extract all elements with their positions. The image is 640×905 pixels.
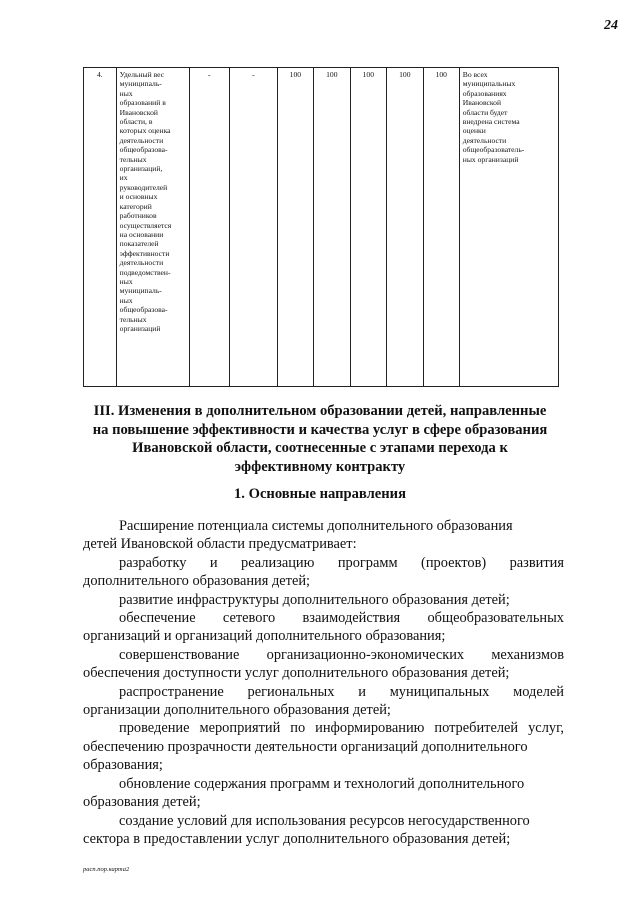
description-line: подведомствен- (119, 267, 171, 277)
description-line: осуществляется (119, 220, 172, 230)
word: взаимодействия (302, 610, 401, 627)
value-cell: 100 (423, 68, 459, 387)
word: общеобразовательных (427, 610, 564, 627)
note-line: общеобразователь- (462, 145, 525, 155)
description-line: области, в (119, 117, 153, 127)
word: и (358, 683, 366, 700)
dash-cell: - (229, 68, 277, 387)
word: организационно-экономических (266, 646, 465, 663)
note-line: Ивановской (462, 98, 502, 108)
word: механизмов (491, 646, 564, 663)
value-cell: 100 (277, 68, 313, 387)
description-line: общеобразова- (119, 305, 168, 315)
description-line: руководителей (119, 182, 168, 192)
text-line: дополнительного образования детей; (83, 573, 311, 590)
note-line: Во всех (462, 70, 488, 79)
word: (проектов) (421, 554, 487, 571)
dash-cell: - (189, 68, 229, 387)
word: развития (509, 554, 564, 571)
text-line (83, 719, 564, 737)
description-line: категорий (119, 201, 152, 211)
description-line: на основании (119, 229, 164, 239)
text-line (83, 683, 564, 701)
section-title-line: эффективному контракту (234, 458, 406, 475)
text-line (83, 646, 564, 664)
text-line: обновление содержания программ и технологий дополнительного (119, 775, 525, 792)
word: реализацию (241, 554, 315, 571)
table-row (84, 68, 559, 387)
text-line: детей Ивановской области предусматривает: (83, 536, 357, 553)
text-line: организаций и организаций дополнительного образования; (83, 628, 446, 645)
note-line: оценки (462, 126, 486, 136)
word: совершенствование (119, 646, 240, 663)
description-line: работников (119, 211, 157, 221)
indicator-description-cell (116, 68, 189, 387)
text-line: образования; (83, 757, 163, 774)
word: и (209, 554, 218, 571)
text-line: организации дополнительного образования детей; (83, 702, 391, 719)
description-line: муниципаль- (119, 79, 162, 89)
text-line: обеспечения доступности услуг дополнительного образования детей; (83, 665, 510, 682)
text-line: образования детей; (83, 794, 201, 811)
text-line: Расширение потенциала системы дополнительного образования (119, 518, 513, 534)
word: информированию (315, 720, 425, 737)
word: по (290, 720, 306, 737)
text-line: развитие инфраструктуры дополнительного образования детей; (119, 591, 510, 608)
section-title-line: III. Изменения в дополнительном образовании детей, направленные (93, 403, 547, 419)
word: сетевого (222, 610, 276, 627)
note-cell (459, 68, 558, 387)
description-line: Удельный вес (119, 70, 165, 79)
note-line: области будет (462, 107, 508, 117)
word: обеспечение (119, 610, 196, 627)
description-line: и основных (119, 192, 158, 202)
indicator-table (83, 67, 559, 387)
description-line: деятельности (119, 258, 164, 268)
word: разработку (119, 554, 187, 571)
description-line: их (119, 173, 128, 183)
description-line: тельных (119, 314, 147, 324)
word: муниципальных (389, 683, 490, 700)
word: услуг, (528, 720, 564, 737)
section-title-line: Ивановской области, соотнесенные с этапами перехода к (132, 440, 508, 456)
description-line: деятельности (119, 135, 164, 145)
word: потребителей (434, 720, 519, 737)
note-line: ных организаций (462, 154, 519, 164)
description-line: показателей (119, 239, 159, 249)
section-title (70, 402, 570, 476)
note-line: деятельности (462, 135, 507, 145)
value-cell: 100 (350, 68, 386, 387)
word: проведение (119, 720, 190, 737)
note-line: внедрена система (462, 117, 520, 127)
note-line: образованиях (462, 88, 507, 98)
word: распространение (119, 683, 224, 700)
description-line: организаций (119, 323, 161, 333)
description-line: организаций, (119, 164, 163, 174)
word: мероприятий (199, 720, 281, 737)
description-line: Ивановской (119, 107, 158, 117)
value-cell: 100 (313, 68, 350, 387)
description-line: муниципаль- (119, 286, 162, 296)
word: моделей (513, 683, 564, 700)
description-line: образований в (119, 98, 166, 108)
word: региональных (247, 683, 335, 700)
description-line: ных (119, 295, 133, 305)
subsection-title: 1. Основные направления (234, 486, 406, 502)
description-line: общеобразова- (119, 145, 168, 155)
footer-label: расп.пор.карта2 (83, 866, 130, 873)
page-number: 24 (604, 18, 618, 33)
description-line: эффективности (119, 248, 170, 258)
description-line: ных (119, 88, 133, 98)
text-line: создание условий для использования ресурсов негосударственного (119, 812, 530, 829)
text-line (83, 609, 564, 627)
value-cell: 100 (386, 68, 423, 387)
text-line: сектора в предоставлении услуг дополнительного образования детей; (83, 830, 511, 847)
note-line: муниципальных (462, 79, 516, 89)
text-line: обеспечению прозрачности деятельности организаций дополнительного (83, 738, 528, 755)
description-line: тельных (119, 154, 147, 164)
section-title-line: на повышение эффективности и качества услуг в сфере образования (92, 421, 548, 438)
word: программ (337, 554, 398, 571)
description-line: ных (119, 276, 133, 286)
text-line (83, 554, 564, 572)
row-number-cell: 4. (84, 68, 117, 387)
description-line: которых оценка (119, 126, 171, 136)
body-text (83, 517, 564, 848)
